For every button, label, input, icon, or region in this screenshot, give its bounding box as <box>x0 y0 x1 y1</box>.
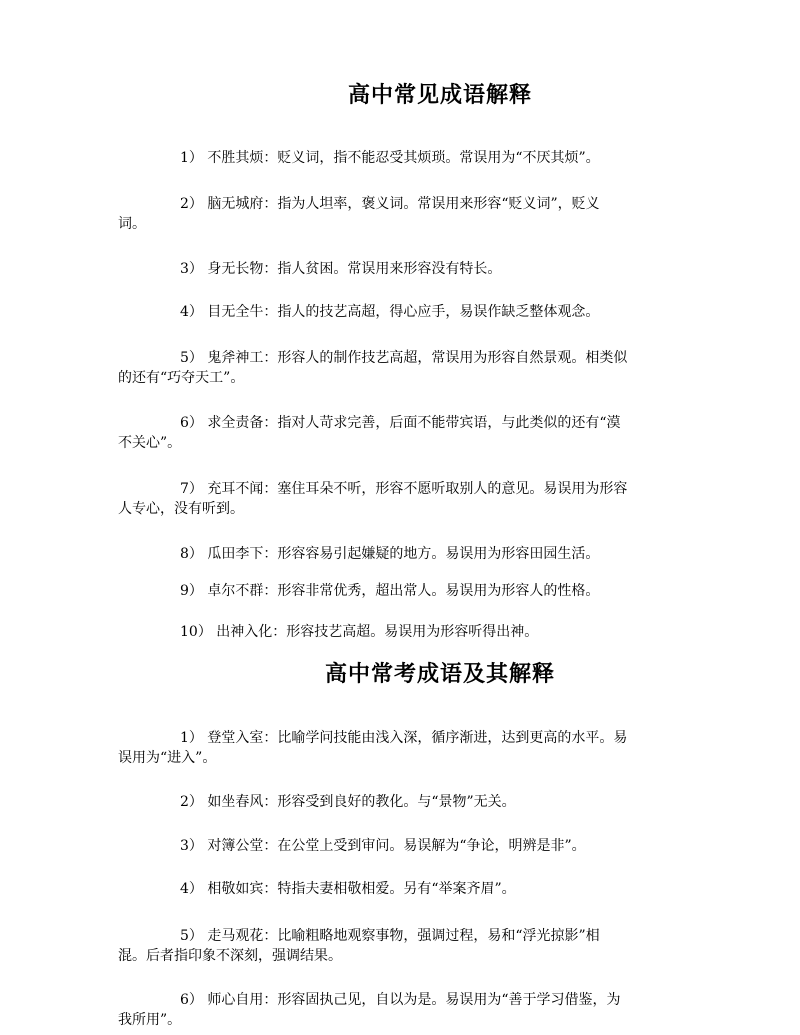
list-item <box>118 622 678 642</box>
list-item <box>118 728 678 768</box>
list-item-text-continued: 不关心”。 <box>118 435 182 451</box>
list-item-text: 1） 登堂入室：比喻学问技能由浅入深，循序渐进，达到更高的水平。易 <box>180 730 628 746</box>
list-item-text: 4） 目无全牛：指人的技艺高超，得心应手，易误作缺乏整体观念。 <box>180 304 600 320</box>
list-item-text: 6） 师心自用：形容固执己见，自以为是。易误用为“善于学习借鉴，为 <box>180 992 621 1008</box>
list-item-text-continued: 我所用”。 <box>118 1012 182 1028</box>
list-item-text: 10） 出神入化：形容技艺高超。易误用为形容听得出神。 <box>180 624 539 640</box>
list-item <box>118 259 678 279</box>
list-item <box>118 879 678 899</box>
section-2-title: 高中常考成语及其解释 <box>324 661 555 687</box>
list-item <box>118 194 678 234</box>
list-item <box>118 926 678 966</box>
list-item-text: 4） 相敬如宾：特指夫妻相敬相爱。另有“举案齐眉”。 <box>180 881 516 897</box>
list-item <box>118 990 678 1030</box>
list-item <box>118 148 678 168</box>
list-item-text: 2） 如坐春风：形容受到良好的教化。与“景物”无关。 <box>180 794 516 810</box>
list-item-text: 7） 充耳不闻：塞住耳朵不听，形容不愿听取别人的意见。易误用为形容 <box>180 481 628 497</box>
list-item-text: 2） 脑无城府：指为人坦率，褒义词。常误用来形容“贬义词”，贬义 <box>180 196 600 212</box>
list-item <box>118 544 678 564</box>
list-item-text: 6） 求全责备：指对人苛求完善，后面不能带宾语，与此类似的还有“漠 <box>180 415 621 431</box>
list-item-text-continued: 人专心，没有听到。 <box>118 501 244 517</box>
list-item-text: 9） 卓尔不群：形容非常优秀，超出常人。易误用为形容人的性格。 <box>180 583 600 599</box>
list-item <box>118 479 678 519</box>
list-item <box>118 348 678 388</box>
list-item <box>118 302 678 322</box>
list-item-text: 5） 走马观花：比喻粗略地观察事物，强调过程，易和“浮光掠影”相 <box>180 928 600 944</box>
list-item <box>118 581 678 601</box>
list-item <box>118 413 678 453</box>
list-item-text: 1） 不胜其烦：贬义词，指不能忍受其烦琐。常误用为“不厌其烦”。 <box>180 150 600 166</box>
list-item-text-continued: 误用为“进入”。 <box>118 750 217 766</box>
section-1-title: 高中常见成语解释 <box>347 82 532 108</box>
list-item-text: 3） 对簿公堂：在公堂上受到审问。易误解为“争论，明辨是非”。 <box>180 838 586 854</box>
list-item-text: 3） 身无长物：指人贫困。常误用来形容没有特长。 <box>180 261 502 277</box>
list-item-text-continued: 混。后者指印象不深刻，强调结果。 <box>118 948 342 964</box>
list-item-text-continued: 的还有“巧夺天工”。 <box>118 370 245 386</box>
list-item-text: 5） 鬼斧神工：形容人的制作技艺高超，常误用为形容自然景观。相类似 <box>180 350 628 366</box>
list-item-text-continued: 词。 <box>118 216 146 232</box>
list-item <box>118 836 678 856</box>
list-item-text: 8） 瓜田李下：形容容易引起嫌疑的地方。易误用为形容田园生活。 <box>180 546 600 562</box>
list-item <box>118 792 678 812</box>
